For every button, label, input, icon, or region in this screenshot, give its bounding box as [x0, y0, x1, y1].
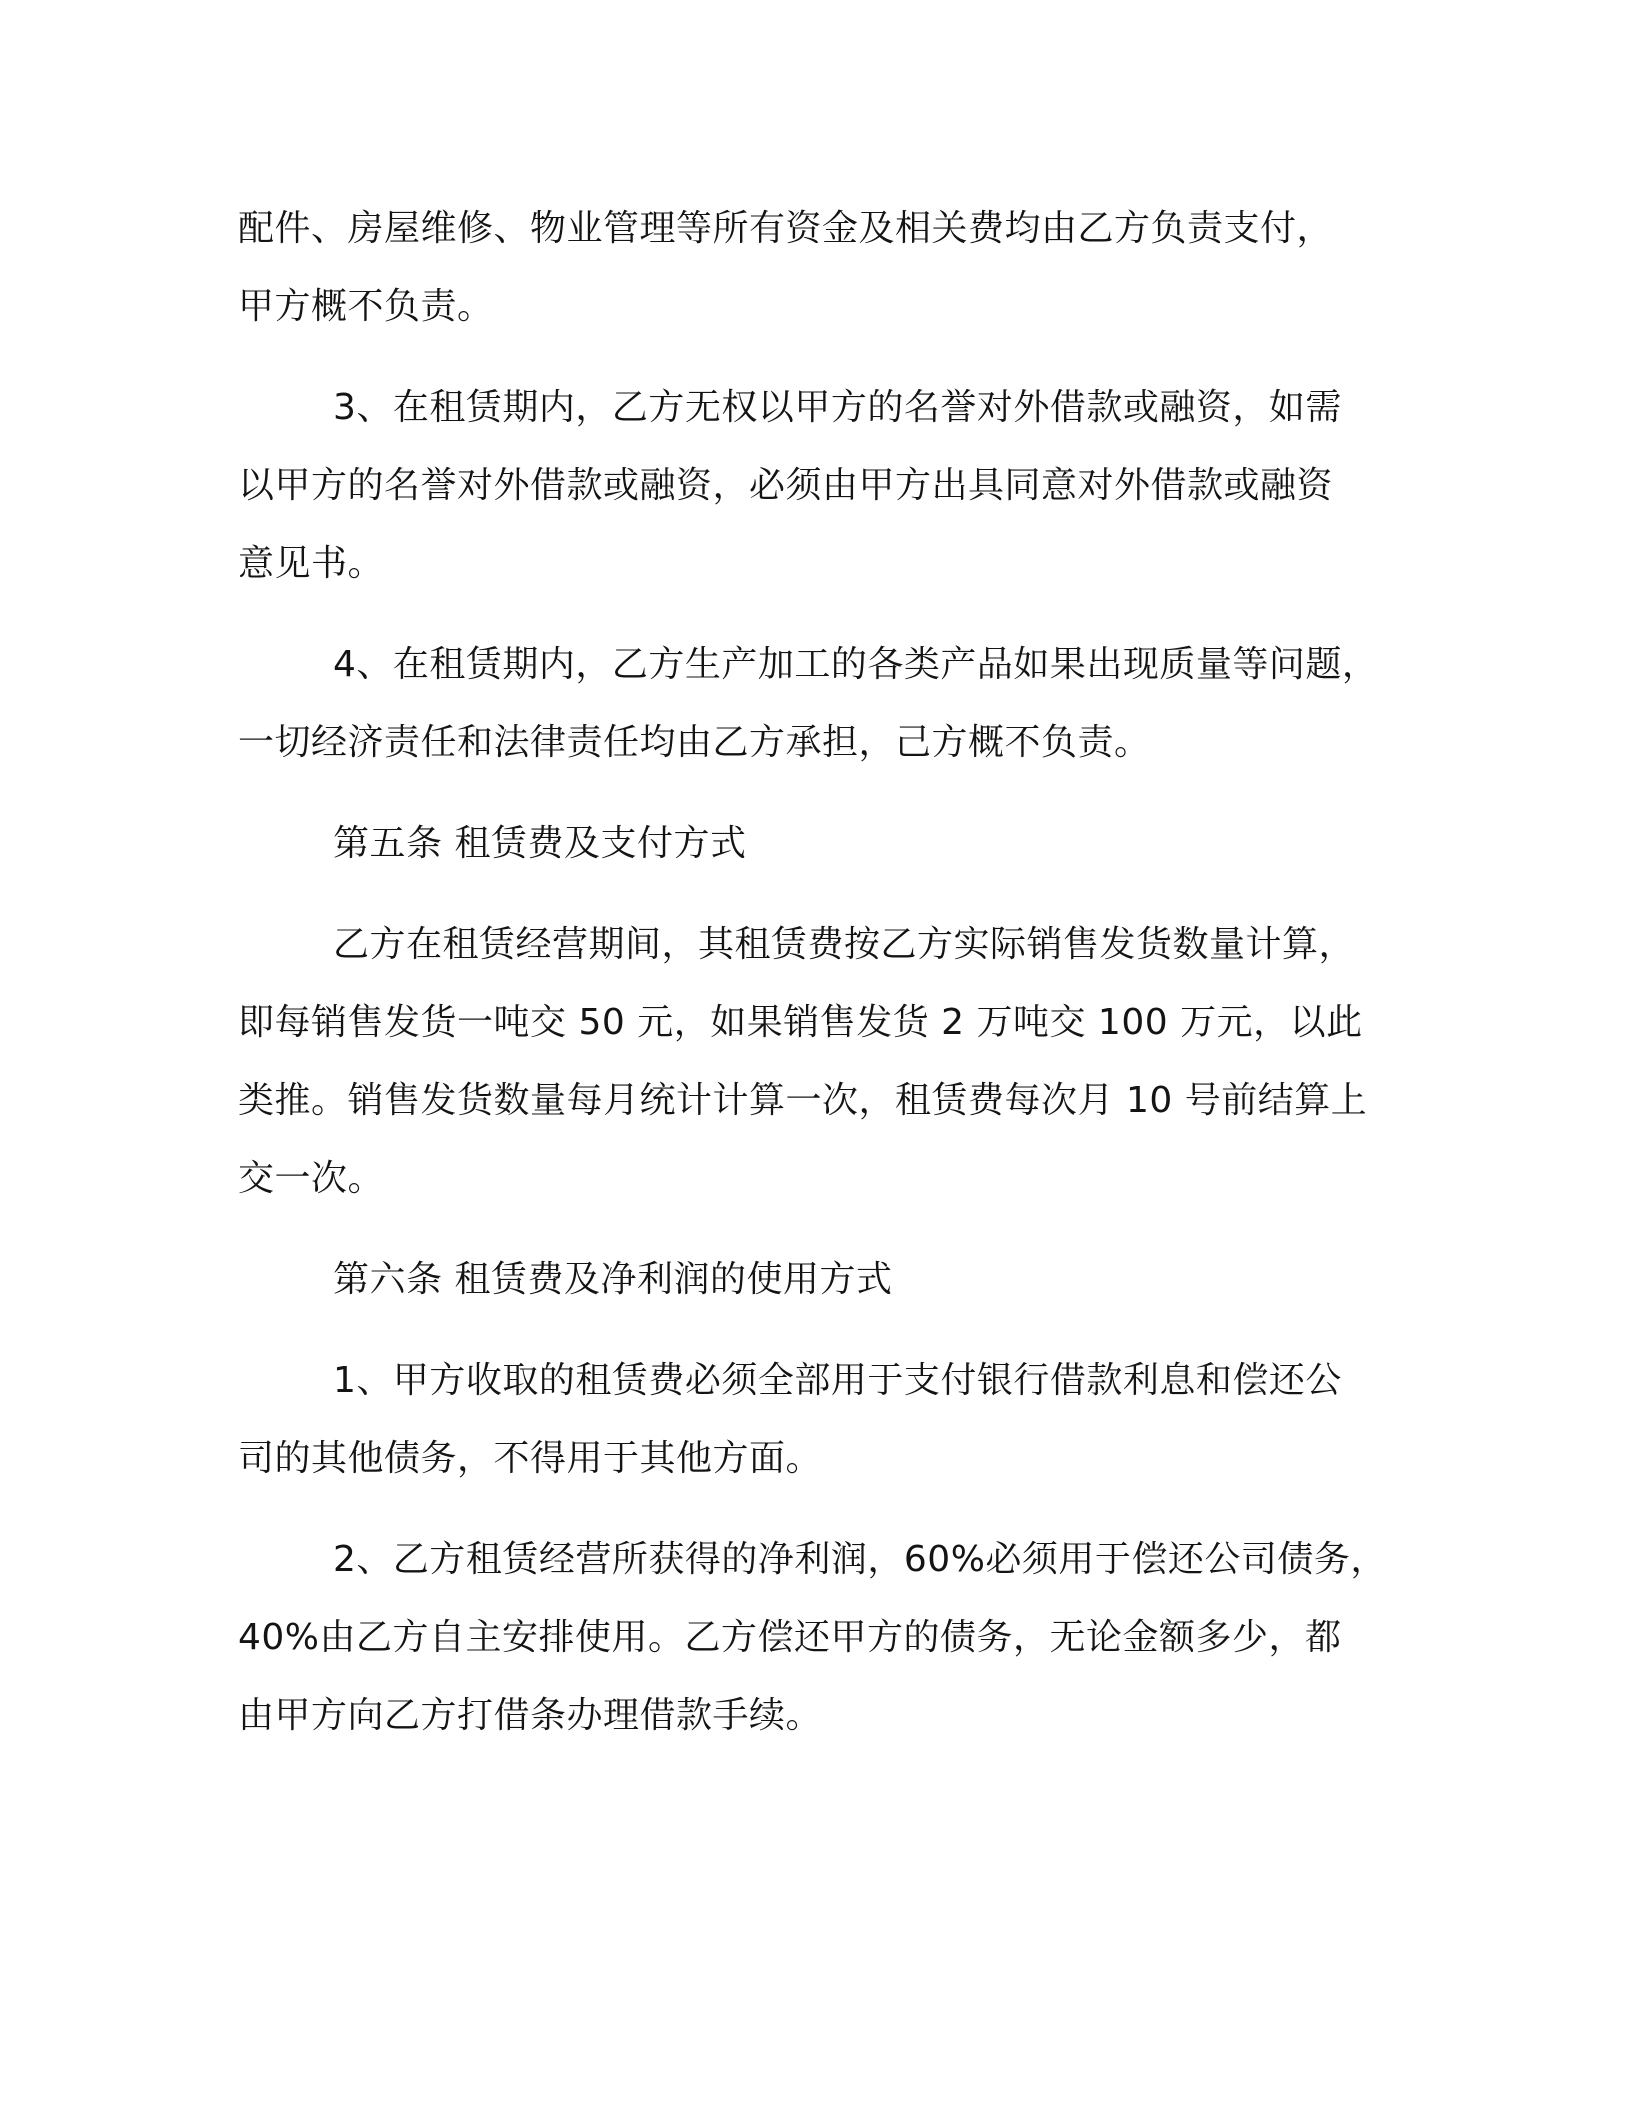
heading-article-5: 第五条 租赁费及支付方式: [333, 823, 747, 864]
paragraph-expense-responsibility: 配件、房屋维修、物业管理等所有资金及相关费均由乙方负责支付， 甲方概不负责。: [238, 208, 1334, 327]
document-body: [238, 190, 1398, 1755]
paragraph-clause-4-quality: 4、在租赁期内，乙方生产加工的各类产品如果出现质量等问题， 一切经济责任和法律责任均由乙方承担，己方概不负责。: [238, 644, 1379, 763]
paragraph-rent-calculation: 乙方在租赁经营期间，其租赁费按乙方实际销售发货数量计算， 即每销售发货一吨交 50 元，如果销售发货 2 万吨交 100 万元，以此 类推。销售发货数量每月统计计算一次，租赁费每次月 10 号前结算上 交一次。: [238, 924, 1368, 1199]
paragraph-net-profit-usage: 2、乙方租赁经营所获得的净利润，60%必须用于偿还公司债务， 40%由乙方自主安排使用。乙方偿还甲方的债务，无论金额多少，都 由甲方向乙方打借条办理借款手续。: [238, 1539, 1387, 1736]
heading-article-6: 第六条 租赁费及净利润的使用方式: [333, 1259, 893, 1300]
paragraph-clause-3-borrowing: 3、在租赁期内，乙方无权以甲方的名誉对外借款或融资，如需 以甲方的名誉对外借款或融资，必须由甲方出具同意对外借款或融资 意见书。: [238, 387, 1342, 584]
paragraph-rent-usage: 1、甲方收取的租赁费必须全部用于支付银行借款利息和偿还公 司的其他债务，不得用于其他方面。: [238, 1360, 1342, 1479]
